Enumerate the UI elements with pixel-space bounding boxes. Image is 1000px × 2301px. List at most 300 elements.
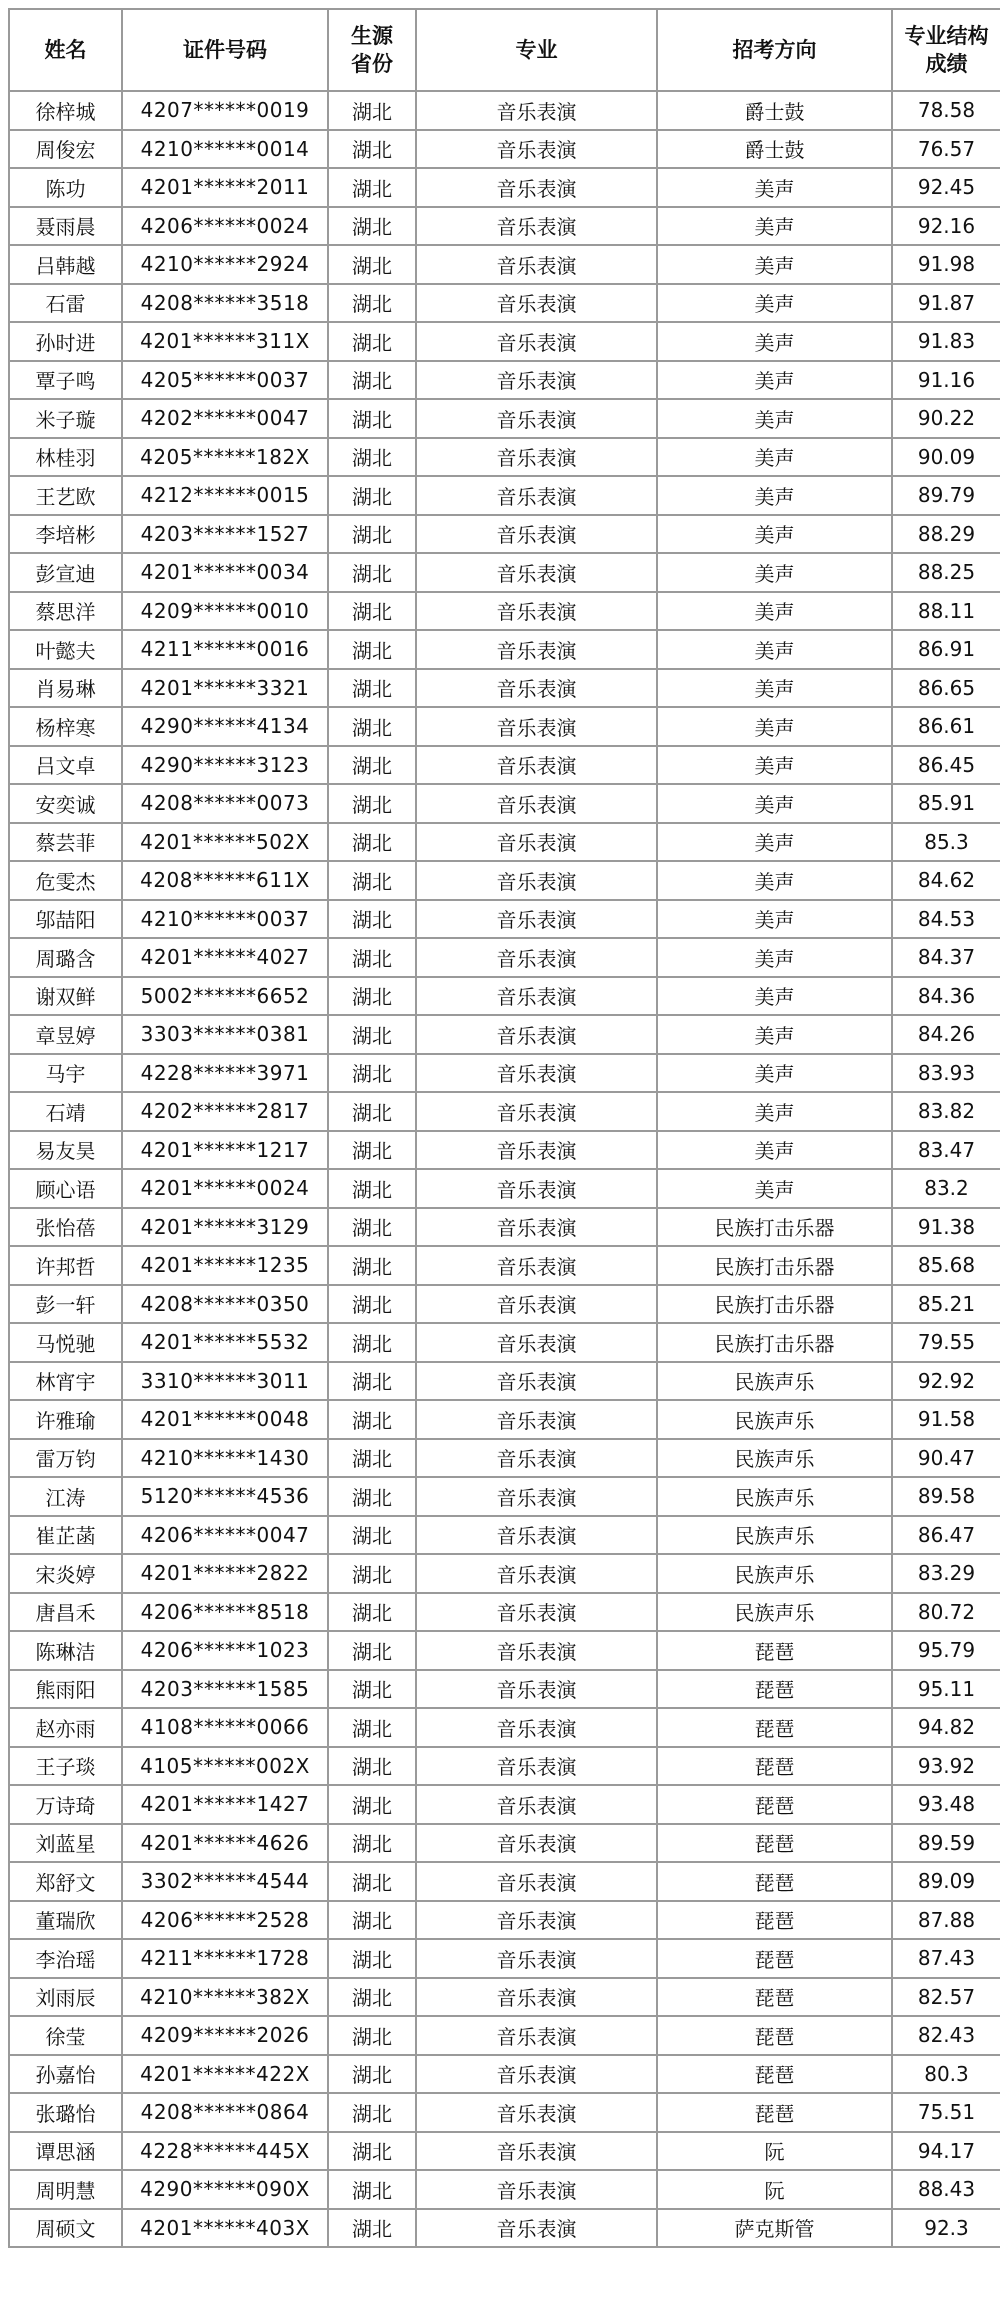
table-row — [9, 669, 1000, 708]
table-row — [9, 1631, 1000, 1670]
cell-direction: 民族打击乐器 — [657, 1323, 892, 1362]
cell-name: 万诗琦 — [9, 1785, 122, 1824]
cell-direction: 琵琶 — [657, 1747, 892, 1786]
header-origin-line1: 生源 — [351, 24, 393, 48]
cell-id-number: 4290******4134 — [122, 707, 328, 746]
cell-origin-province: 湖北 — [328, 476, 416, 515]
cell-id-number: 4201******1427 — [122, 1785, 328, 1824]
table-row — [9, 361, 1000, 400]
cell-origin-province: 湖北 — [328, 1516, 416, 1555]
table-row — [9, 1092, 1000, 1131]
cell-id-number: 4202******0047 — [122, 399, 328, 438]
cell-id-number: 4202******2817 — [122, 1092, 328, 1131]
cell-id-number: 4201******0024 — [122, 1169, 328, 1208]
cell-id-number: 4211******0016 — [122, 630, 328, 669]
cell-major: 音乐表演 — [416, 1939, 657, 1978]
cell-major: 音乐表演 — [416, 630, 657, 669]
cell-name: 米子璇 — [9, 399, 122, 438]
cell-direction: 美声 — [657, 168, 892, 207]
cell-id-number: 4206******0024 — [122, 207, 328, 246]
cell-major: 音乐表演 — [416, 669, 657, 708]
table-row — [9, 823, 1000, 862]
cell-name: 徐梓城 — [9, 91, 122, 130]
table-row — [9, 1785, 1000, 1824]
cell-name: 马宇 — [9, 1054, 122, 1093]
cell-name: 熊雨阳 — [9, 1670, 122, 1709]
cell-major: 音乐表演 — [416, 592, 657, 631]
cell-origin-province: 湖北 — [328, 1400, 416, 1439]
cell-direction: 美声 — [657, 1131, 892, 1170]
cell-major: 音乐表演 — [416, 823, 657, 862]
cell-id-number: 4201******422X — [122, 2055, 328, 2094]
table-row — [9, 1747, 1000, 1786]
cell-origin-province: 湖北 — [328, 1785, 416, 1824]
cell-origin-province: 湖北 — [328, 900, 416, 939]
cell-origin-province: 湖北 — [328, 823, 416, 862]
table-row — [9, 1862, 1000, 1901]
cell-major: 音乐表演 — [416, 245, 657, 284]
cell-direction: 美声 — [657, 284, 892, 323]
cell-major: 音乐表演 — [416, 1400, 657, 1439]
cell-major: 音乐表演 — [416, 900, 657, 939]
cell-major: 音乐表演 — [416, 1246, 657, 1285]
cell-score: 91.98 — [892, 245, 1000, 284]
cell-major: 音乐表演 — [416, 207, 657, 246]
cell-origin-province: 湖北 — [328, 322, 416, 361]
cell-name: 陈琳洁 — [9, 1631, 122, 1670]
cell-name: 赵亦雨 — [9, 1708, 122, 1747]
cell-direction: 琵琶 — [657, 1785, 892, 1824]
cell-origin-province: 湖北 — [328, 2093, 416, 2132]
cell-score: 89.79 — [892, 476, 1000, 515]
cell-id-number: 4290******3123 — [122, 746, 328, 785]
cell-name: 石雷 — [9, 284, 122, 323]
table-row — [9, 900, 1000, 939]
cell-direction: 琵琶 — [657, 2093, 892, 2132]
table-row — [9, 207, 1000, 246]
header-id-number: 证件号码 — [122, 9, 328, 91]
cell-major: 音乐表演 — [416, 1670, 657, 1709]
cell-origin-province: 湖北 — [328, 1054, 416, 1093]
cell-score: 92.45 — [892, 168, 1000, 207]
cell-origin-province: 湖北 — [328, 130, 416, 169]
cell-direction: 美声 — [657, 1092, 892, 1131]
cell-direction: 琵琶 — [657, 2055, 892, 2094]
header-direction: 招考方向 — [657, 9, 892, 91]
cell-direction: 美声 — [657, 669, 892, 708]
cell-direction: 琵琶 — [657, 1631, 892, 1670]
cell-direction: 美声 — [657, 438, 892, 477]
cell-id-number: 4205******0037 — [122, 361, 328, 400]
cell-major: 音乐表演 — [416, 284, 657, 323]
cell-score: 91.38 — [892, 1208, 1000, 1247]
cell-origin-province: 湖北 — [328, 746, 416, 785]
cell-direction: 琵琶 — [657, 1901, 892, 1940]
cell-id-number: 3303******0381 — [122, 1015, 328, 1054]
cell-direction: 美声 — [657, 207, 892, 246]
results-table-container — [8, 8, 1000, 2248]
cell-score: 85.91 — [892, 784, 1000, 823]
cell-name: 孙嘉怡 — [9, 2055, 122, 2094]
cell-id-number: 4206******2528 — [122, 1901, 328, 1940]
table-row — [9, 707, 1000, 746]
cell-id-number: 4212******0015 — [122, 476, 328, 515]
cell-major: 音乐表演 — [416, 977, 657, 1016]
cell-origin-province: 湖北 — [328, 1285, 416, 1324]
table-row — [9, 1477, 1000, 1516]
cell-direction: 民族打击乐器 — [657, 1208, 892, 1247]
cell-direction: 琵琶 — [657, 1862, 892, 1901]
cell-major: 音乐表演 — [416, 515, 657, 554]
cell-origin-province: 湖北 — [328, 1631, 416, 1670]
cell-major: 音乐表演 — [416, 1978, 657, 2017]
table-row — [9, 515, 1000, 554]
cell-score: 88.25 — [892, 553, 1000, 592]
cell-score: 75.51 — [892, 2093, 1000, 2132]
cell-direction: 琵琶 — [657, 1978, 892, 2017]
cell-score: 94.82 — [892, 1708, 1000, 1747]
cell-origin-province: 湖北 — [328, 2170, 416, 2209]
cell-name: 安奕诚 — [9, 784, 122, 823]
cell-score: 88.29 — [892, 515, 1000, 554]
table-row — [9, 1400, 1000, 1439]
table-row — [9, 1901, 1000, 1940]
cell-origin-province: 湖北 — [328, 2209, 416, 2248]
cell-id-number: 4209******2026 — [122, 2016, 328, 2055]
cell-id-number: 4105******002X — [122, 1747, 328, 1786]
cell-id-number: 5120******4536 — [122, 1477, 328, 1516]
cell-direction: 美声 — [657, 592, 892, 631]
cell-id-number: 4108******0066 — [122, 1708, 328, 1747]
table-row — [9, 1824, 1000, 1863]
cell-name: 崔芷菡 — [9, 1516, 122, 1555]
header-name: 姓名 — [9, 9, 122, 91]
cell-direction: 美声 — [657, 1169, 892, 1208]
cell-score: 86.45 — [892, 746, 1000, 785]
cell-major: 音乐表演 — [416, 168, 657, 207]
cell-name: 许雅瑜 — [9, 1400, 122, 1439]
cell-major: 音乐表演 — [416, 2055, 657, 2094]
cell-name: 谭思涵 — [9, 2132, 122, 2171]
cell-score: 90.09 — [892, 438, 1000, 477]
table-row — [9, 168, 1000, 207]
cell-major: 音乐表演 — [416, 1362, 657, 1401]
cell-score: 85.68 — [892, 1246, 1000, 1285]
cell-name: 江涛 — [9, 1477, 122, 1516]
cell-id-number: 4210******1430 — [122, 1439, 328, 1478]
table-row — [9, 938, 1000, 977]
cell-direction: 美声 — [657, 515, 892, 554]
cell-major: 音乐表演 — [416, 1208, 657, 1247]
cell-score: 86.91 — [892, 630, 1000, 669]
table-row — [9, 1131, 1000, 1170]
table-row — [9, 476, 1000, 515]
cell-origin-province: 湖北 — [328, 2132, 416, 2171]
cell-origin-province: 湖北 — [328, 1131, 416, 1170]
cell-major: 音乐表演 — [416, 2132, 657, 2171]
cell-id-number: 4205******182X — [122, 438, 328, 477]
cell-name: 肖易琳 — [9, 669, 122, 708]
cell-origin-province: 湖北 — [328, 1708, 416, 1747]
cell-score: 86.61 — [892, 707, 1000, 746]
cell-direction: 美声 — [657, 553, 892, 592]
cell-origin-province: 湖北 — [328, 1169, 416, 1208]
cell-origin-province: 湖北 — [328, 438, 416, 477]
cell-major: 音乐表演 — [416, 2209, 657, 2248]
cell-score: 85.3 — [892, 823, 1000, 862]
cell-id-number: 4210******2924 — [122, 245, 328, 284]
cell-origin-province: 湖北 — [328, 1824, 416, 1863]
cell-name: 唐昌禾 — [9, 1593, 122, 1632]
cell-score: 91.83 — [892, 322, 1000, 361]
cell-direction: 民族声乐 — [657, 1516, 892, 1555]
cell-direction: 琵琶 — [657, 1708, 892, 1747]
table-row — [9, 245, 1000, 284]
cell-origin-province: 湖北 — [328, 553, 416, 592]
cell-major: 音乐表演 — [416, 1477, 657, 1516]
cell-id-number: 4208******0073 — [122, 784, 328, 823]
cell-score: 83.82 — [892, 1092, 1000, 1131]
cell-name: 危雯杰 — [9, 861, 122, 900]
cell-name: 周明慧 — [9, 2170, 122, 2209]
cell-id-number: 4206******8518 — [122, 1593, 328, 1632]
cell-direction: 民族声乐 — [657, 1362, 892, 1401]
table-row — [9, 91, 1000, 130]
cell-direction: 爵士鼓 — [657, 91, 892, 130]
cell-score: 95.11 — [892, 1670, 1000, 1709]
cell-major: 音乐表演 — [416, 1323, 657, 1362]
cell-score: 80.3 — [892, 2055, 1000, 2094]
cell-name: 徐莹 — [9, 2016, 122, 2055]
cell-direction: 美声 — [657, 476, 892, 515]
cell-major: 音乐表演 — [416, 2093, 657, 2132]
cell-major: 音乐表演 — [416, 861, 657, 900]
table-body — [9, 91, 1000, 2247]
cell-direction: 萨克斯管 — [657, 2209, 892, 2248]
table-row — [9, 553, 1000, 592]
cell-direction: 美声 — [657, 938, 892, 977]
table-row — [9, 1516, 1000, 1555]
header-row — [9, 9, 1000, 91]
cell-score: 80.72 — [892, 1593, 1000, 1632]
cell-score: 92.92 — [892, 1362, 1000, 1401]
cell-score: 85.21 — [892, 1285, 1000, 1324]
cell-name: 刘雨辰 — [9, 1978, 122, 2017]
table-row — [9, 1054, 1000, 1093]
cell-major: 音乐表演 — [416, 1516, 657, 1555]
cell-direction: 美声 — [657, 861, 892, 900]
cell-name: 周硕文 — [9, 2209, 122, 2248]
table-row — [9, 2093, 1000, 2132]
cell-name: 杨梓寒 — [9, 707, 122, 746]
cell-id-number: 4203******1527 — [122, 515, 328, 554]
table-row — [9, 1362, 1000, 1401]
cell-id-number: 4206******0047 — [122, 1516, 328, 1555]
table-row — [9, 1169, 1000, 1208]
cell-major: 音乐表演 — [416, 1708, 657, 1747]
cell-id-number: 4228******445X — [122, 2132, 328, 2171]
table-row — [9, 2209, 1000, 2248]
cell-name: 李培彬 — [9, 515, 122, 554]
cell-id-number: 4201******4027 — [122, 938, 328, 977]
cell-id-number: 4210******0037 — [122, 900, 328, 939]
cell-direction: 美声 — [657, 900, 892, 939]
cell-origin-province: 湖北 — [328, 630, 416, 669]
header-major: 专业 — [416, 9, 657, 91]
cell-direction: 阮 — [657, 2132, 892, 2171]
cell-name: 周璐含 — [9, 938, 122, 977]
table-row — [9, 1439, 1000, 1478]
table-row — [9, 284, 1000, 323]
cell-origin-province: 湖北 — [328, 1092, 416, 1131]
cell-name: 周俊宏 — [9, 130, 122, 169]
cell-direction: 阮 — [657, 2170, 892, 2209]
cell-score: 84.26 — [892, 1015, 1000, 1054]
cell-id-number: 4201******4626 — [122, 1824, 328, 1863]
cell-id-number: 4201******502X — [122, 823, 328, 862]
cell-name: 叶懿夫 — [9, 630, 122, 669]
cell-score: 94.17 — [892, 2132, 1000, 2171]
cell-name: 蔡芸菲 — [9, 823, 122, 862]
table-row — [9, 2016, 1000, 2055]
table-row — [9, 438, 1000, 477]
cell-origin-province: 湖北 — [328, 1554, 416, 1593]
cell-id-number: 4201******0034 — [122, 553, 328, 592]
cell-direction: 民族声乐 — [657, 1439, 892, 1478]
cell-major: 音乐表演 — [416, 476, 657, 515]
cell-id-number: 4208******611X — [122, 861, 328, 900]
cell-major: 音乐表演 — [416, 1785, 657, 1824]
cell-name: 郑舒文 — [9, 1862, 122, 1901]
cell-name: 王子琰 — [9, 1747, 122, 1786]
cell-direction: 美声 — [657, 746, 892, 785]
table-row — [9, 1323, 1000, 1362]
cell-origin-province: 湖北 — [328, 168, 416, 207]
cell-score: 90.47 — [892, 1439, 1000, 1478]
cell-name: 谢双鲜 — [9, 977, 122, 1016]
table-row — [9, 1285, 1000, 1324]
cell-score: 87.88 — [892, 1901, 1000, 1940]
cell-name: 彭宣迪 — [9, 553, 122, 592]
cell-direction: 美声 — [657, 630, 892, 669]
cell-major: 音乐表演 — [416, 399, 657, 438]
cell-origin-province: 湖北 — [328, 784, 416, 823]
cell-name: 张怡蓓 — [9, 1208, 122, 1247]
cell-id-number: 4208******3518 — [122, 284, 328, 323]
cell-score: 91.87 — [892, 284, 1000, 323]
cell-id-number: 4201******2011 — [122, 168, 328, 207]
cell-major: 音乐表演 — [416, 1439, 657, 1478]
cell-major: 音乐表演 — [416, 784, 657, 823]
table-row — [9, 1939, 1000, 1978]
cell-score: 86.47 — [892, 1516, 1000, 1555]
cell-major: 音乐表演 — [416, 2016, 657, 2055]
cell-name: 林桂羽 — [9, 438, 122, 477]
cell-name: 李治瑶 — [9, 1939, 122, 1978]
cell-direction: 民族打击乐器 — [657, 1246, 892, 1285]
cell-name: 顾心语 — [9, 1169, 122, 1208]
cell-id-number: 4201******403X — [122, 2209, 328, 2248]
cell-name: 董瑞欣 — [9, 1901, 122, 1940]
cell-origin-province: 湖北 — [328, 1862, 416, 1901]
cell-major: 音乐表演 — [416, 438, 657, 477]
cell-origin-province: 湖北 — [328, 1362, 416, 1401]
cell-major: 音乐表演 — [416, 322, 657, 361]
cell-direction: 琵琶 — [657, 1670, 892, 1709]
cell-origin-province: 湖北 — [328, 2016, 416, 2055]
cell-origin-province: 湖北 — [328, 1477, 416, 1516]
header-origin-province — [328, 9, 416, 91]
cell-name: 陈功 — [9, 168, 122, 207]
cell-direction: 美声 — [657, 784, 892, 823]
cell-direction: 美声 — [657, 399, 892, 438]
cell-name: 蔡思洋 — [9, 592, 122, 631]
cell-direction: 美声 — [657, 977, 892, 1016]
cell-score: 82.43 — [892, 2016, 1000, 2055]
cell-direction: 民族声乐 — [657, 1400, 892, 1439]
cell-id-number: 3310******3011 — [122, 1362, 328, 1401]
cell-score: 89.09 — [892, 1862, 1000, 1901]
cell-direction: 民族声乐 — [657, 1593, 892, 1632]
cell-name: 邬喆阳 — [9, 900, 122, 939]
cell-major: 音乐表演 — [416, 553, 657, 592]
cell-name: 宋炎婷 — [9, 1554, 122, 1593]
cell-id-number: 4211******1728 — [122, 1939, 328, 1978]
cell-origin-province: 湖北 — [328, 861, 416, 900]
cell-origin-province: 湖北 — [328, 91, 416, 130]
cell-major: 音乐表演 — [416, 1092, 657, 1131]
table-row — [9, 784, 1000, 823]
cell-score: 83.93 — [892, 1054, 1000, 1093]
cell-origin-province: 湖北 — [328, 1323, 416, 1362]
cell-id-number: 4210******382X — [122, 1978, 328, 2017]
table-row — [9, 1708, 1000, 1747]
cell-origin-province: 湖北 — [328, 1246, 416, 1285]
cell-name: 马悦驰 — [9, 1323, 122, 1362]
table-row — [9, 2170, 1000, 2209]
table-row — [9, 1554, 1000, 1593]
cell-score: 83.2 — [892, 1169, 1000, 1208]
cell-name: 王艺欧 — [9, 476, 122, 515]
cell-score: 90.22 — [892, 399, 1000, 438]
cell-origin-province: 湖北 — [328, 1747, 416, 1786]
cell-major: 音乐表演 — [416, 707, 657, 746]
header-score-line1: 专业结构 — [904, 24, 989, 48]
cell-name: 章昱婷 — [9, 1015, 122, 1054]
cell-origin-province: 湖北 — [328, 2055, 416, 2094]
cell-major: 音乐表演 — [416, 1593, 657, 1632]
cell-score: 87.43 — [892, 1939, 1000, 1978]
cell-major: 音乐表演 — [416, 1862, 657, 1901]
cell-origin-province: 湖北 — [328, 938, 416, 977]
cell-name: 雷万钧 — [9, 1439, 122, 1478]
table-row — [9, 399, 1000, 438]
cell-name: 石靖 — [9, 1092, 122, 1131]
cell-direction: 民族打击乐器 — [657, 1285, 892, 1324]
cell-score: 83.29 — [892, 1554, 1000, 1593]
table-row — [9, 1015, 1000, 1054]
cell-origin-province: 湖北 — [328, 1978, 416, 2017]
cell-score: 89.59 — [892, 1824, 1000, 1863]
cell-direction: 琵琶 — [657, 1939, 892, 1978]
cell-major: 音乐表演 — [416, 130, 657, 169]
cell-origin-province: 湖北 — [328, 592, 416, 631]
cell-id-number: 4228******3971 — [122, 1054, 328, 1093]
cell-origin-province: 湖北 — [328, 1670, 416, 1709]
table-row — [9, 592, 1000, 631]
cell-major: 音乐表演 — [416, 2170, 657, 2209]
cell-id-number: 5002******6652 — [122, 977, 328, 1016]
